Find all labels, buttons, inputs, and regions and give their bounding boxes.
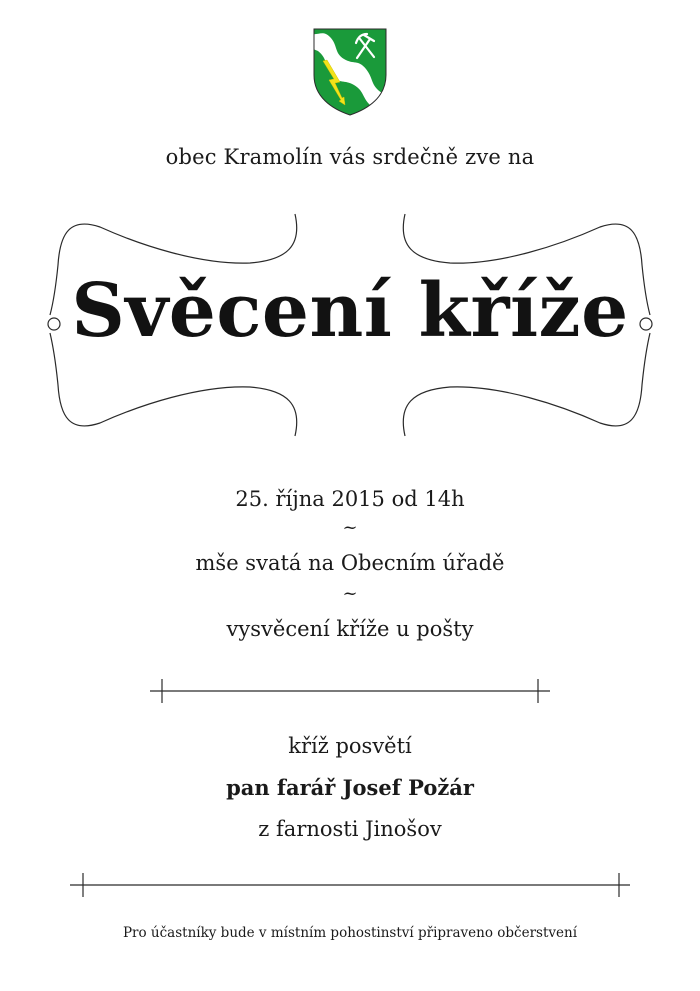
divider <box>70 872 630 898</box>
blessing-info: vysvěcení kříže u pošty <box>226 617 474 641</box>
footer-note: Pro účastníky bude v místním pohostinství připraveno občerstvení <box>122 925 578 941</box>
invite-line: obec Kramolín vás srdečně zve na <box>165 145 535 169</box>
officiant-parish: z farnosti Jinošov <box>258 817 442 841</box>
officiant-name: pan farář Josef Požár <box>226 775 474 800</box>
divider <box>150 678 550 704</box>
event-date: 25. října 2015 od 14h <box>235 487 465 511</box>
coat-of-arms-icon <box>312 27 388 117</box>
separator-tilde: ~ <box>342 517 358 538</box>
mass-info: mše svatá na Obecním úřadě <box>195 551 505 575</box>
separator-tilde: ~ <box>342 583 358 604</box>
officiant-intro: kříž posvětí <box>288 734 412 758</box>
page-title: Svěcení kříže <box>71 268 629 354</box>
